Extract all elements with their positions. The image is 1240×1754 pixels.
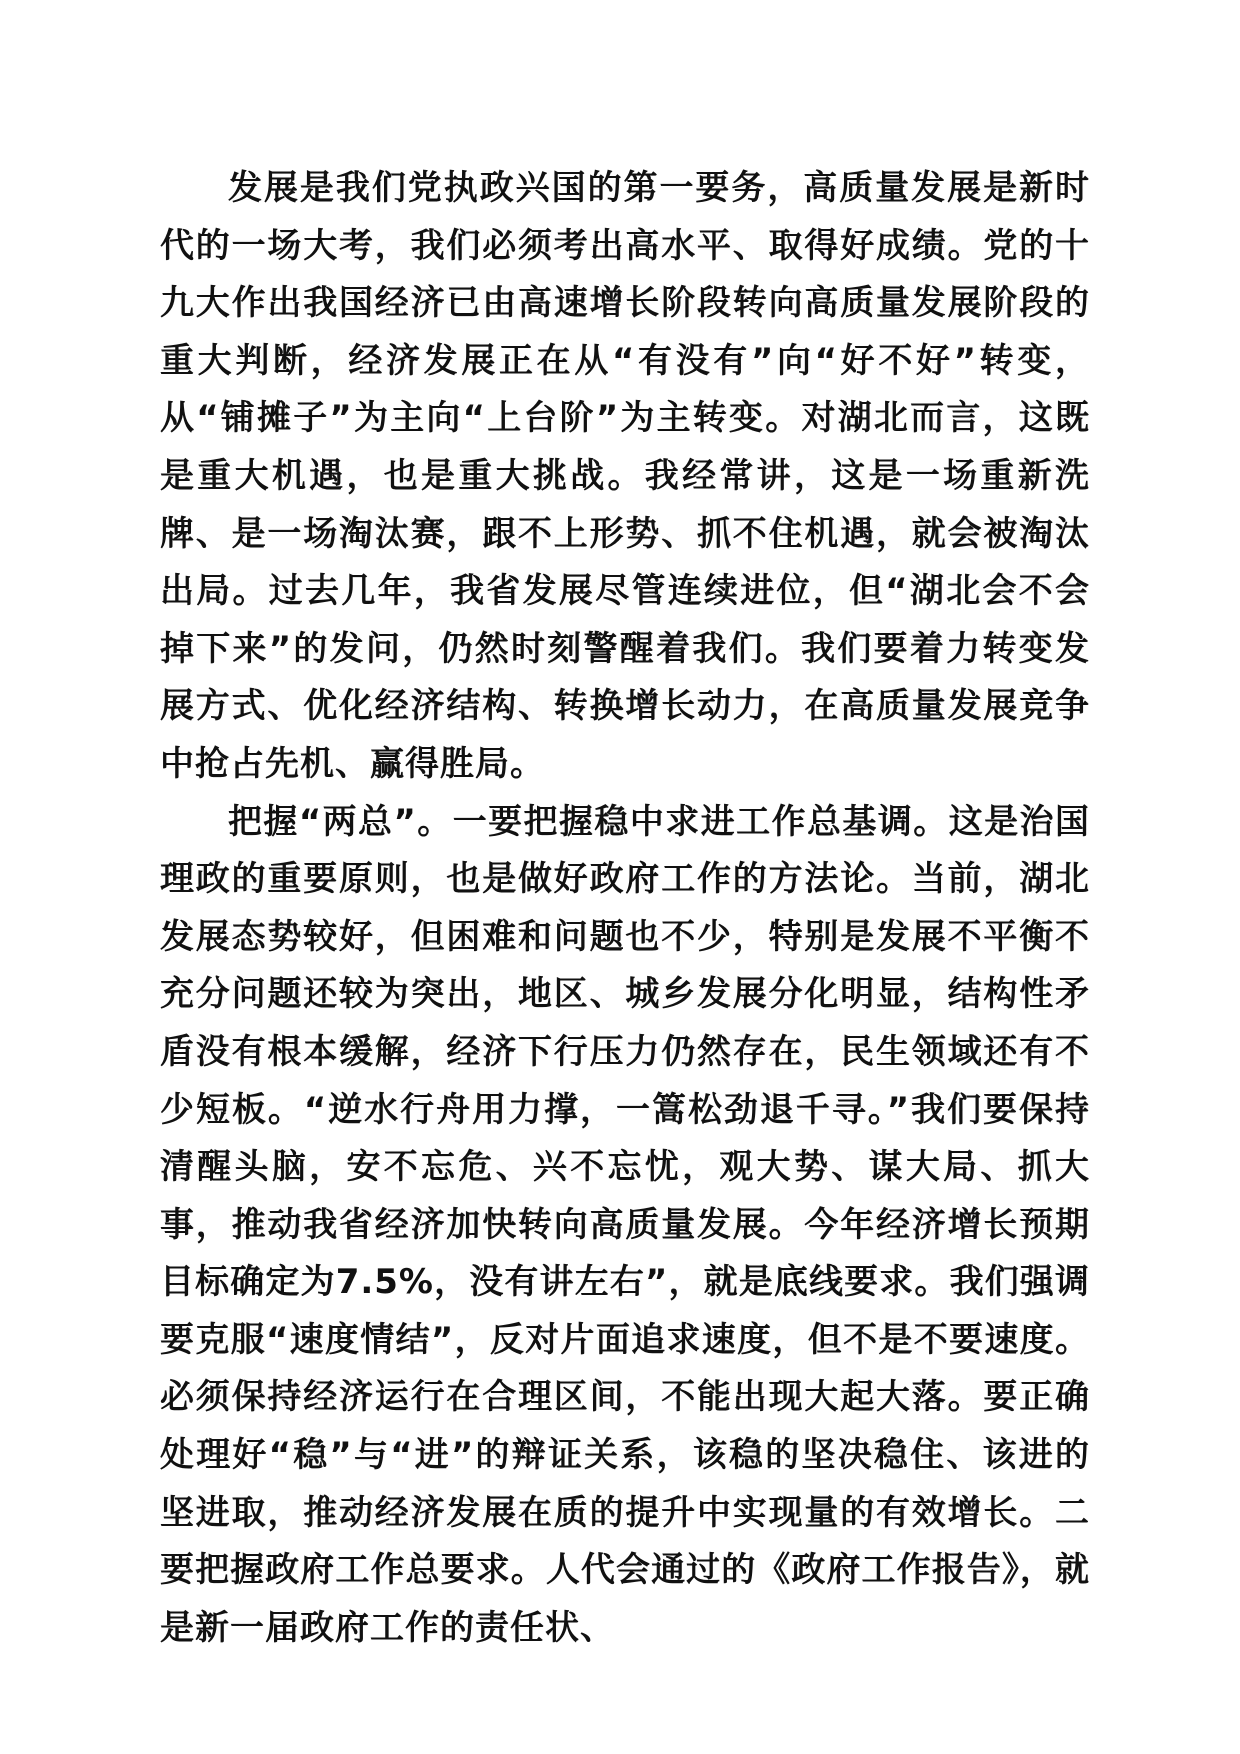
paragraph-two-overall: 把握“两总”。一要把握稳中求进工作总基调。这是治国理政的重要原则，也是做好政府工作的方法论。当前，湖北发展态势较好，但困难和问题也不少，特别是发展不平衡不充分问题还较为突出，地区、城乡发展分化明显，结构性矛盾没有根本缓解，经济下行压力仍然存在，民生领域还有不少短板。“逆水行舟用力撑，一篙松劲退千寻。”我们要保持清醒头脑，安不忘危、兴不忘忧，观大势、谋大局、抓大事，推动我省经济加快转向高质量发展。今年经济增长预期目标确定为7.5%，没有讲左右”，就是底线要求。我们强调要克服“速度情结”，反对片面追求速度，但不是不要速度。必须保持经济运行在合理区间，不能出现大起大落。要正确处理好“稳”与“进”的辩证关系，该稳的坚决稳住、该进的坚进取，推动经济发展在质的提升中实现量的有效增长。二要把握政府工作总要求。人代会通过的《政府工作报告》，就是新一届政府工作的责任状、 bbox=[160, 801, 1090, 1648]
paragraph-development: 发展是我们党执政兴国的第一要务，高质量发展是新时代的一场大考，我们必须考出高水平、取得好成绩。党的十九大作出我国经济已由高速增长阶段转向高质量发展阶段的重大判断，经济发展正在从“有没有”向“好不好”转变，从“铺摊子”为主向“上台阶”为主转变。对湖北而言，这既是重大机遇，也是重大挑战。我经常讲，这是一场重新洗牌、是一场淘汰赛，跟不上形势、抓不住机遇，就会被淘汰出局。过去几年，我省发展尽管连续进位，但“湖北会不会掉下来”的发问，仍然时刻警醒着我们。我们要着力转变发展方式、优化经济结构、转换增长动力，在高质量发展竞争中抢占先机、赢得胜局。 bbox=[160, 168, 1090, 784]
document-body bbox=[160, 160, 1090, 1657]
